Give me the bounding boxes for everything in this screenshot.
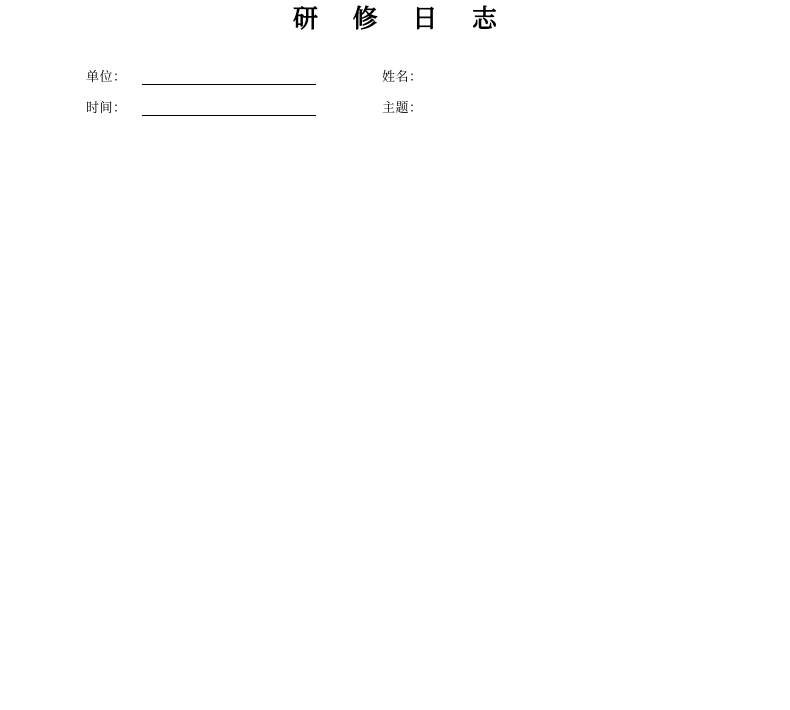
page-title: 研 修 日 志 bbox=[292, 4, 511, 33]
unit-input-rule[interactable] bbox=[142, 84, 316, 85]
document-body[interactable] bbox=[86, 140, 706, 680]
field-row bbox=[86, 66, 706, 97]
form-fields bbox=[86, 66, 706, 128]
field-row bbox=[86, 97, 706, 128]
time-label: 时间： bbox=[86, 101, 127, 116]
name-label: 姓名： bbox=[382, 70, 423, 85]
time-input-rule[interactable] bbox=[142, 115, 316, 116]
unit-label: 单位： bbox=[86, 70, 127, 85]
topic-label: 主题： bbox=[382, 101, 423, 116]
